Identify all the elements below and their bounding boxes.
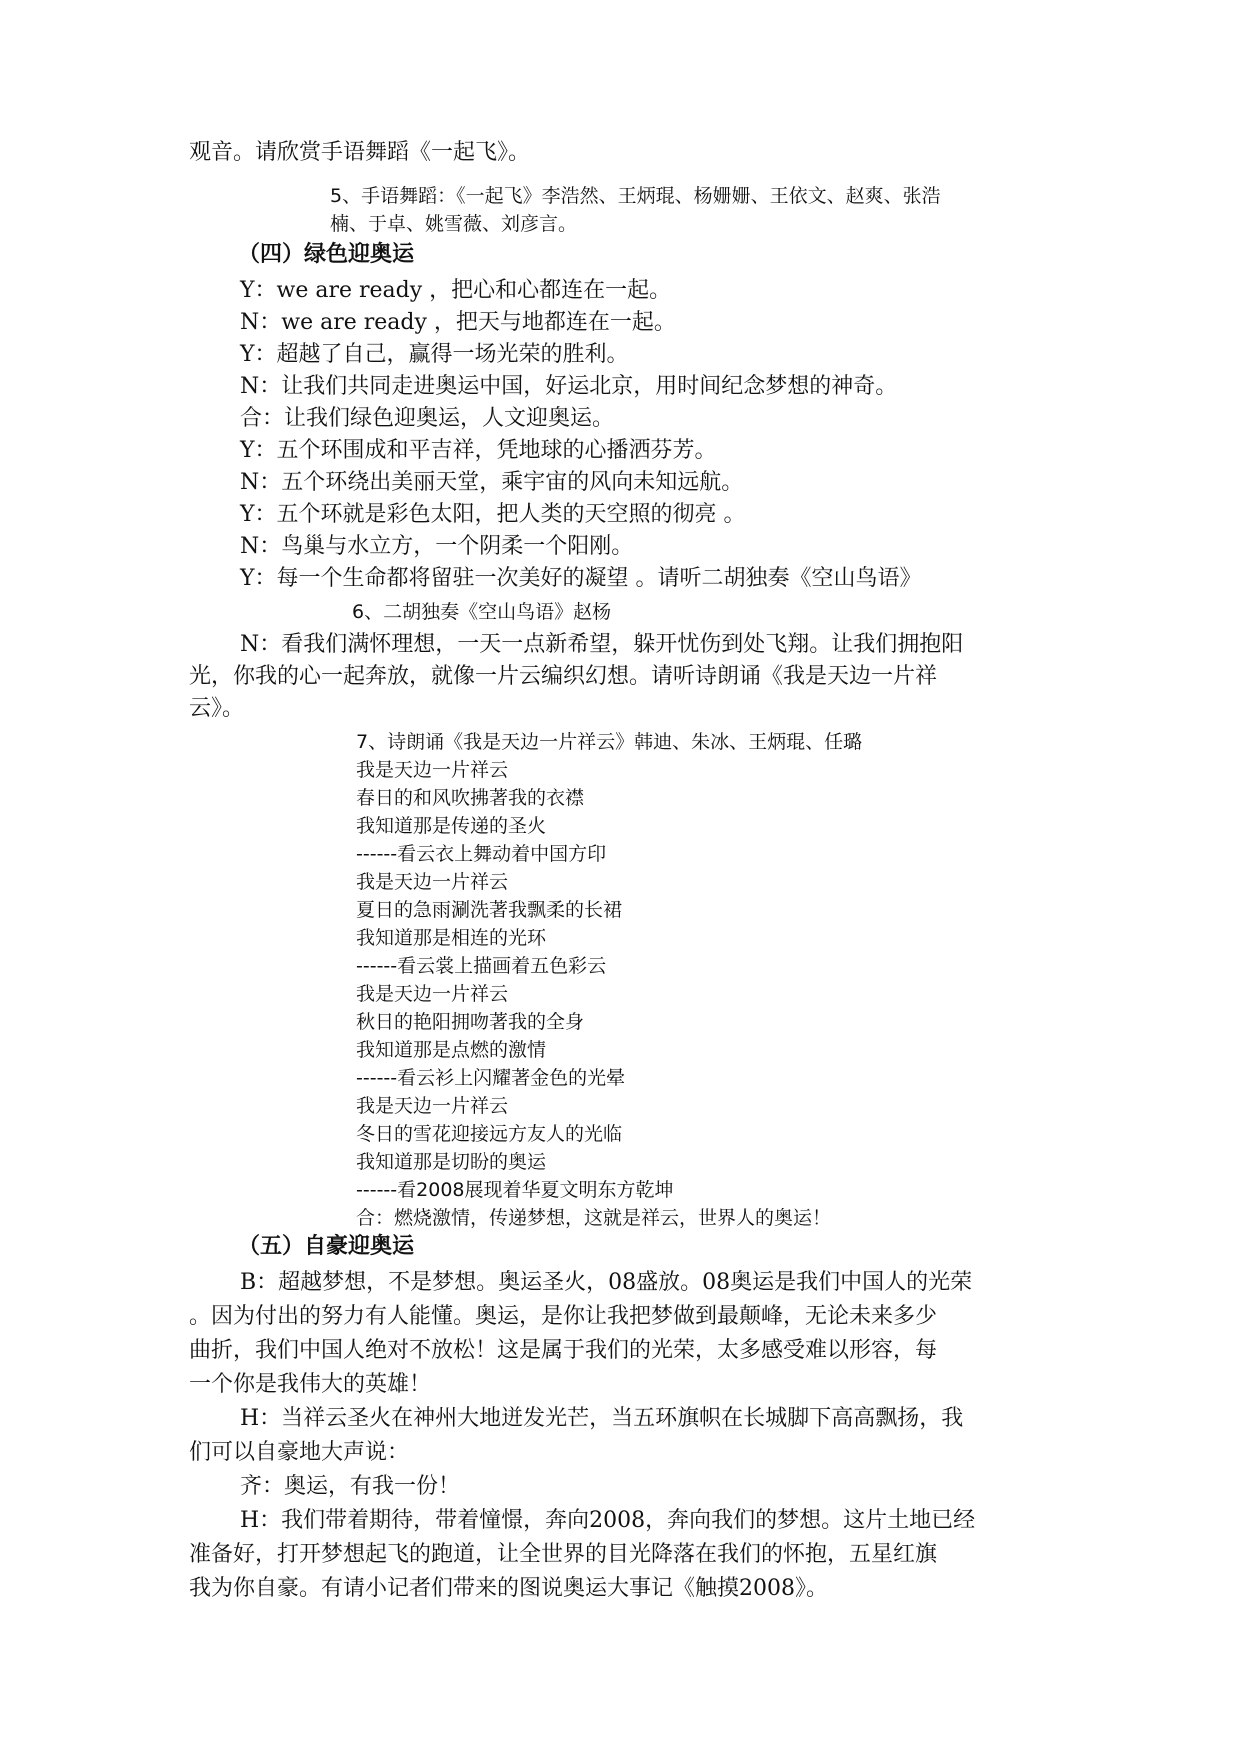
poem-line-16: ------看2008展现着华夏文明东方乾坤 xyxy=(356,1179,674,1201)
poem-line-6: 夏日的急雨涮洗著我飘柔的长裙 xyxy=(356,899,623,921)
text-line-39: 。因为付出的努力有人能懂。奥运，是你让我把梦做到最颠峰，无论未来多少 xyxy=(189,1304,938,1329)
text-line-41: 一个你是我伟大的英雄！ xyxy=(189,1372,432,1397)
poem-line-17: 合：燃烧激情，传递梦想，这就是祥云，世界人的奥运！ xyxy=(356,1207,832,1229)
text-line-15: 6、二胡独奏《空山鸟语》赵杨 xyxy=(352,601,612,623)
text-line-6: N：we are ready ，把天与地都连在一起。 xyxy=(240,310,676,335)
text-line-38: B：超越梦想，不是梦想。奥运圣火，08盛放。08奥运是我们中国人的光荣 xyxy=(240,1270,973,1295)
section-heading-4: （四）绿色迎奥运 xyxy=(238,242,415,267)
poem-line-11: 我知道那是点燃的激情 xyxy=(356,1039,547,1061)
text-line-44: 齐：奥运，有我一份！ xyxy=(240,1474,461,1499)
poem-line-12: ------看云衫上闪耀著金色的光晕 xyxy=(356,1067,626,1089)
poem-line-10: 秋日的艳阳拥吻著我的全身 xyxy=(356,1011,585,1033)
text-line-43: 们可以自豪地大声说： xyxy=(189,1440,410,1465)
text-line-7: Y：超越了自己，赢得一场光荣的胜利。 xyxy=(240,342,629,367)
text-line-18: 云》。 xyxy=(189,696,245,721)
section-heading-5: （五）自豪迎奥运 xyxy=(238,1234,415,1259)
poem-line-13: 我是天边一片祥云 xyxy=(356,1095,509,1117)
text-line-40: 曲折，我们中国人绝对不放松！这是属于我们的光荣，太多感受难以形容，每 xyxy=(189,1338,938,1363)
text-line-42: H：当祥云圣火在神州大地迸发光芒，当五环旗帜在长城脚下高高飘扬，我 xyxy=(240,1406,964,1431)
poem-line-1: 我是天边一片祥云 xyxy=(356,759,509,781)
text-line-11: N：五个环绕出美丽天堂，乘宇宙的风向未知远航。 xyxy=(240,470,744,495)
text-line-10: Y：五个环围成和平吉祥，凭地球的心播洒芬芳。 xyxy=(240,438,717,463)
text-line-46: 准备好，打开梦想起飞的跑道，让全世界的目光降落在我们的怀抱，五星红旗 xyxy=(189,1542,938,1567)
text-line-8: N：让我们共同走进奥运中国，好运北京，用时间纪念梦想的神奇。 xyxy=(240,374,898,399)
text-line-16: N：看我们满怀理想，一天一点新希望，躲开忧伤到处飞翔。让我们拥抱阳 xyxy=(240,632,964,657)
poem-line-14: 冬日的雪花迎接远方友人的光临 xyxy=(356,1123,623,1145)
text-line-17: 光，你我的心一起奔放，就像一片云编织幻想。请听诗朗诵《我是天边一片祥 xyxy=(189,664,938,689)
poem-line-8: ------看云裳上描画着五色彩云 xyxy=(356,955,607,977)
text-line-2: 5、手语舞蹈：《一起飞》李浩然、王炳琨、杨姗姗、王依文、赵爽、张浩 xyxy=(330,185,941,207)
text-line-47: 我为你自豪。有请小记者们带来的图说奥运大事记《触摸2008》。 xyxy=(189,1576,828,1601)
poem-line-9: 我是天边一片祥云 xyxy=(356,983,509,1005)
text-line-14: Y：每一个生命都将留驻一次美好的凝望 。请听二胡独奏《空山鸟语》 xyxy=(240,566,922,591)
poem-line-15: 我知道那是切盼的奥运 xyxy=(356,1151,547,1173)
text-line-3: 楠、于卓、姚雪薇、刘彦言。 xyxy=(330,213,578,235)
text-line-9: 合：让我们绿色迎奥运，人文迎奥运。 xyxy=(240,406,615,431)
poem-line-2: 春日的和风吹拂著我的衣襟 xyxy=(356,787,585,809)
text-line-12: Y：五个环就是彩色太阳，把人类的天空照的彻亮 。 xyxy=(240,502,746,527)
poem-line-3: 我知道那是传递的圣火 xyxy=(356,815,547,837)
poem-line-7: 我知道那是相连的光环 xyxy=(356,927,547,949)
text-line-13: N：鸟巢与水立方，一个阴柔一个阳刚。 xyxy=(240,534,634,559)
text-line-19: 7、诗朗诵《我是天边一片祥云》韩迪、朱冰、王炳琨、任璐 xyxy=(356,731,863,753)
text-line-1: 观音。请欣赏手语舞蹈《一起飞》。 xyxy=(189,140,531,165)
text-line-5: Y：we are ready ，把心和心都连在一起。 xyxy=(240,278,672,303)
text-line-45: H：我们带着期待，带着憧憬，奔向2008，奔向我们的梦想。这片土地已经 xyxy=(240,1508,976,1533)
poem-line-4: ------看云衣上舞动着中国方印 xyxy=(356,843,607,865)
poem-line-5: 我是天边一片祥云 xyxy=(356,871,509,893)
